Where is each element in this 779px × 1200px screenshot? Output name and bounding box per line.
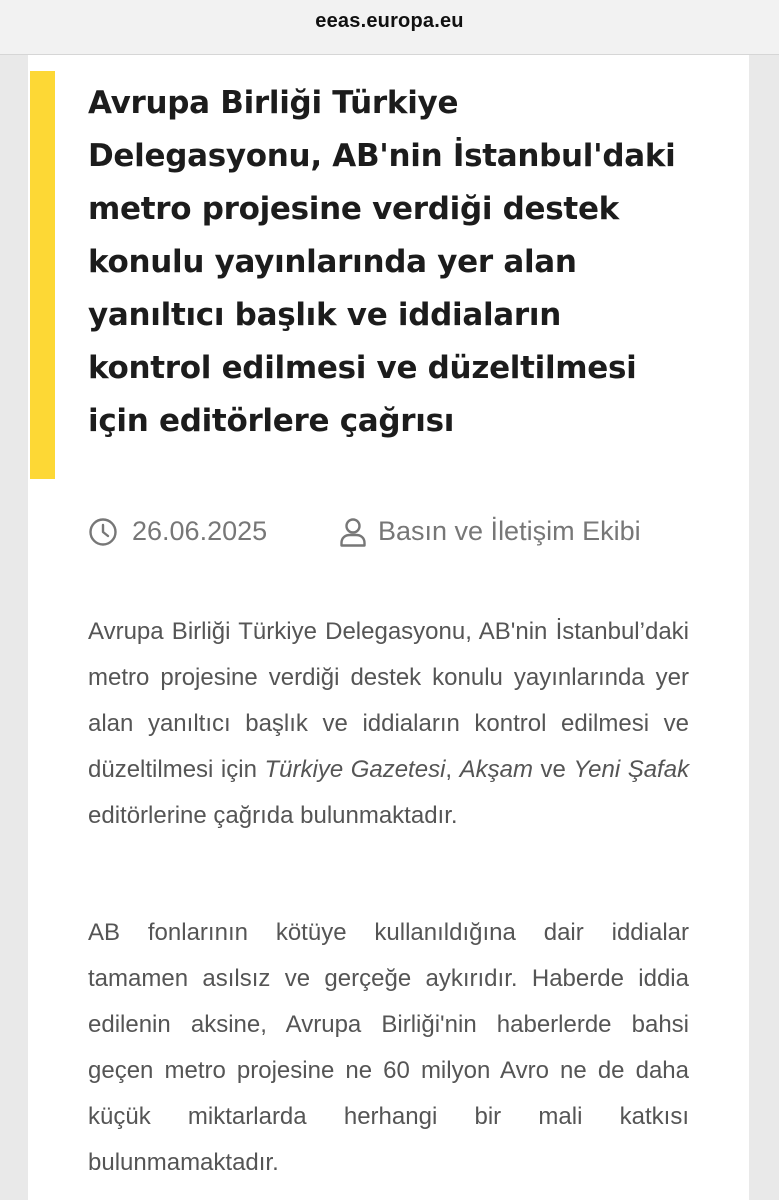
paragraph-1-separator: ,	[445, 756, 453, 783]
article-title: Avrupa Birliği Türkiye Delegasyonu, AB'nin İstanbul'daki metro projesine verdiği destek konulu yayınlarında yer alan yanıltıcı başlık ve iddiaların kontrol edilmesi ve düzeltilmesi için editörlere çağrısı	[88, 85, 676, 439]
article-paragraph-2: AB fonlarının kötüye kullanıldığına dair iddialar tamamen asılsız ve gerçeğe aykırıdır. Haberde iddia edilenin aksine, Avrupa Birliği'nin haberlerde bahsi geçen metro projesine ne 60 milyon Avro ne de daha küçük miktarlarda herhangi bir mali katkısı bulunmamaktadır.	[88, 919, 689, 1176]
outlet-yeni-safak: Yeni Şafak	[573, 756, 690, 783]
url-text[interactable]: eeas.europa.eu	[315, 10, 464, 32]
publish-date	[88, 513, 328, 549]
browser-address-bar[interactable]	[0, 0, 779, 55]
paragraph-1-text-a: Avrupa Birliği Türkiye Delegasyonu, AB'nin İstanbul’daki metro projesine verdiği destek konulu yayınlarında yer alan yanıltıcı başlık ve iddiaların kontrol edilmesi ve düzeltilmesi için	[88, 618, 689, 783]
clock-icon	[88, 517, 118, 547]
outlet-turkiye-gazetesi: Türkiye Gazetesi	[264, 756, 446, 783]
user-icon	[338, 517, 368, 547]
article-paragraph-1	[88, 609, 689, 839]
author-name: Basın ve İletişim Ekibi	[378, 516, 641, 546]
publish-date-text: 26.06.2025	[132, 516, 268, 546]
paragraph-1-conjunction: ve	[540, 756, 566, 783]
author	[338, 513, 678, 549]
outlet-aksam: Akşam	[459, 756, 533, 783]
title-accent-bar	[30, 71, 55, 479]
article-card	[28, 55, 749, 1200]
paragraph-1-text-b: editörlerine çağrıda bulunmaktadır.	[88, 802, 458, 829]
